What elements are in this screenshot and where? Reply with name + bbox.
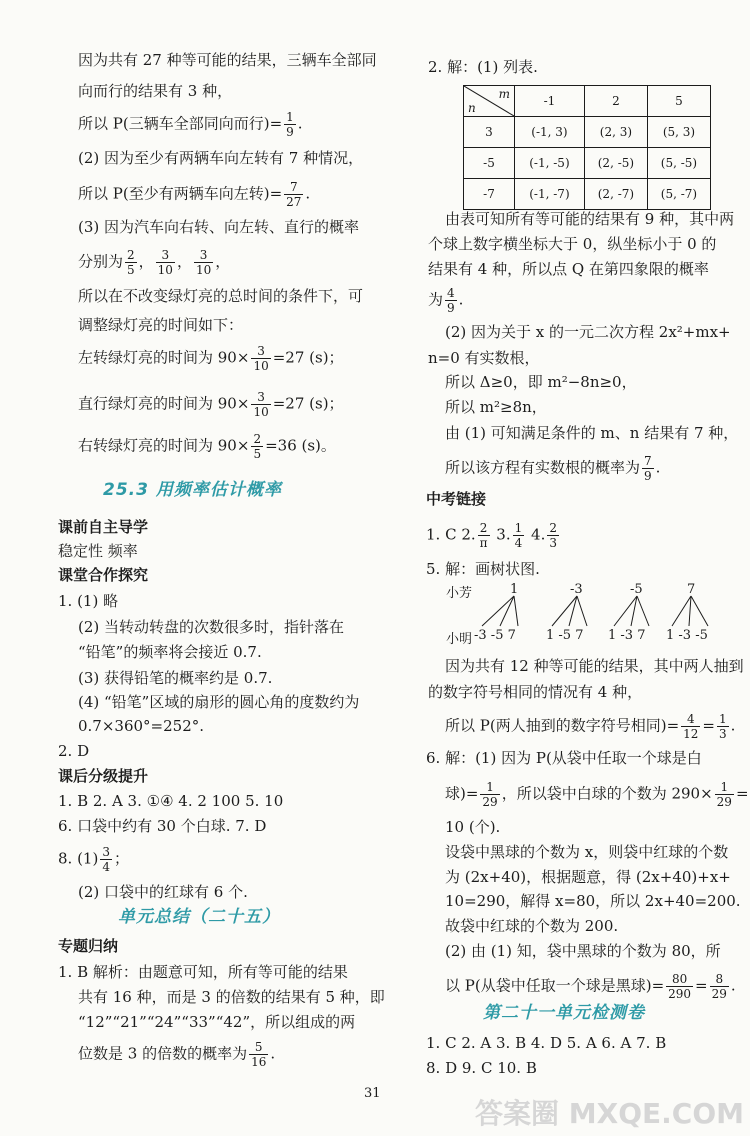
text-line: 1. (1) 略 [58,592,119,610]
text-line: 因为共有 12 种等可能的结果，其中两人抽到 [445,657,744,675]
text-line: 0.7×360°=252°. [78,717,205,735]
text-line: 由 (1) 可知满足条件的 m、n 结果有 7 种， [445,424,739,442]
text-line: 左转绿灯亮的时间为 90× $\frac{3}{10}$ =27 (s)； [78,344,344,373]
subheading: 课后分级提升 [58,767,149,785]
text-line: 1. B 2. A 3. ①④ 4. 2 100 5. 10 [58,792,284,810]
text-line: “铅笔”的频率将会接近 0.7. [78,643,262,661]
page-number: 31 [364,1086,381,1101]
text-line: 右转绿灯亮的时间为 90× $\frac{2}{5}$ =36 (s)。 [78,432,336,461]
section-title: 第二十一单元检测卷 [483,1003,645,1023]
text-line: 设袋中黑球的个数为 x，则袋中红球的个数 [445,843,729,861]
text-line: 因为共有 27 种等可能的结果，三辆车全部同 [78,51,377,69]
tree-root: -3 [570,582,583,597]
table-header-cell: 5 [647,86,710,117]
text-line: 1. C 2. $\frac{2}{\pi}$ 3. $\frac{1}{4}$ 4. $\frac{2}{3}$ [426,521,557,550]
text-line: 2. 解：(1) 列表. [428,58,538,76]
text-line: 位数是 3 的倍数的概率为 $\frac{5}{16}$ . [78,1040,276,1069]
table-corner-cell: m n [464,86,515,117]
text-line: 8. (1) $\frac{3}{4}$ ； [58,845,129,874]
text-line: (2) 因为关于 x 的一元二次方程 2x²+mx+ [445,323,731,341]
text-line: 6. 口袋中约有 30 个白球. 7. D [58,817,267,835]
text-line: 共有 16 种，而是 3 的倍数的结果有 5 种，即 [78,988,385,1006]
text-line: (2) 口袋中的红球有 6 个. [78,883,248,901]
tree-label-bottom: 小明 [446,632,473,647]
text-line: 由表可知所有等可能的结果有 9 种，其中两 [445,210,735,228]
table-row: -7 (-1, -7) (2, -7) (5, -7) [464,179,711,210]
text-line: 以 P(从袋中任取一个球是黑球)= $\frac{80}{290}$ = $\frac{8}{29}$ . [445,972,736,1001]
outcome-table [463,85,711,210]
tree-label-top: 小芳 [446,586,473,601]
text-line: 为 (2x+40)，根据题意，得 (2x+40)+x+ [445,868,731,886]
text-line: 故袋中红球的个数为 200. [445,917,619,935]
subheading: 中考链接 [426,490,487,508]
text-line: 为 $\frac{4}{9}$ . [428,286,464,315]
fraction: $\frac{1}{9}$ [286,110,294,139]
text-line: 所以 P(至少有两辆车向左转)= $\frac{7}{27}$ . [78,180,311,209]
subheading: 课前自主导学 [58,518,149,536]
tree-root: 1 [510,582,519,597]
text-line: 1. B 解析：由题意可知，所有等可能的结果 [58,963,348,981]
text-line: 的数字符号相同的情况有 4 种， [428,683,643,701]
text-line: 6. 解：(1) 因为 P(从袋中任取一个球是白 [426,749,702,767]
text-line: 个球上数字横坐标大于 0，纵坐标小于 0 的 [428,235,717,253]
text-line: 所以 Δ≥0，即 m²−8n≥0， [445,373,637,391]
subheading: 专题归纳 [58,937,119,955]
tree-diagram [446,582,726,646]
text-line: 1. C 2. A 3. B 4. D 5. A 6. A 7. B [426,1034,667,1052]
table-row: -5 (-1, -5) (2, -5) (5, -5) [464,148,711,179]
text-line: 球)= $\frac{1}{29}$ ，所以袋中白球的个数为 290× $\frac{1}{29}$ = [445,780,749,809]
text-line: (4) “铅笔”区域的扇形的圆心角的度数约为 [78,693,360,711]
text-line: 所以该方程有实数根的概率为 $\frac{7}{9}$ . [445,454,661,483]
tree-leaves: 1 -3 -5 [666,628,708,643]
table-row: 3 (-1, 3) (2, 3) (5, 3) [464,117,711,148]
section-title: 25.3 用频率估计概率 [103,480,282,500]
text-line: 5. 解：画树状图. [426,560,540,578]
tree-root: 7 [687,582,696,597]
text-line: (2) 因为至少有两辆车向左转有 7 种情况， [78,149,364,167]
text-line: 所以 P(三辆车全部同向而行)= $\frac{1}{9}$ . [78,110,303,139]
text-line: 所以 P(两人抽到的数字符号相同)= $\frac{4}{12}$ = $\frac{1}{3}$ . [445,712,736,741]
text-line: (2) 由 (1) 知，袋中黑球的个数为 80，所 [445,942,721,960]
text-line: 所以 m²≥8n， [445,398,547,416]
table-header-cell: 2 [584,86,647,117]
subheading: 课堂合作探究 [58,566,149,584]
tree-root: -5 [630,582,643,597]
watermark: 答案圈 MXQE.COM [475,1097,744,1130]
text-line: (3) 因为汽车向右转、向左转、直行的概率 [78,218,360,236]
text-line: “12”“21”“24”“33”“42”，所以组成的两 [78,1013,356,1031]
fraction: $\frac{7}{27}$ [286,180,302,209]
text-line: 结果有 4 种，所以点 Q 在第四象限的概率 [428,260,709,278]
text-line: 向而行的结果有 3 种， [78,82,233,100]
tree-leaves: 1 -3 7 [608,628,646,643]
text-line: 分别为 $\frac{2}{5}$ ， $\frac{3}{10}$ ， $\frac{3}{10}$ ， [78,248,231,277]
text-line: 2. D [58,742,90,760]
text-line: 稳定性 频率 [58,542,138,560]
section-title: 单元总结（二十五） [118,907,280,927]
text-line: n=0 有实数根， [428,349,540,367]
text-line: (2) 当转动转盘的次数很多时，指针落在 [78,618,345,636]
text-line: 直行绿灯亮的时间为 90× $\frac{3}{10}$ =27 (s)； [78,390,344,419]
text-line: 调整绿灯亮的时间如下： [78,316,244,334]
tree-leaves: -3 -5 7 [474,628,516,643]
text-line: 10 (个). [445,818,501,836]
text-line: 10=290，解得 x=80，所以 2x+40=200. [445,892,741,910]
tree-leaves: 1 -5 7 [546,628,584,643]
text-line: 8. D 9. C 10. B [426,1059,537,1077]
text-line: 所以在不改变绿灯亮的总时间的条件下，可 [78,287,364,305]
table-header-cell: -1 [515,86,585,117]
text-line: (3) 获得铅笔的概率约是 0.7. [78,669,273,687]
